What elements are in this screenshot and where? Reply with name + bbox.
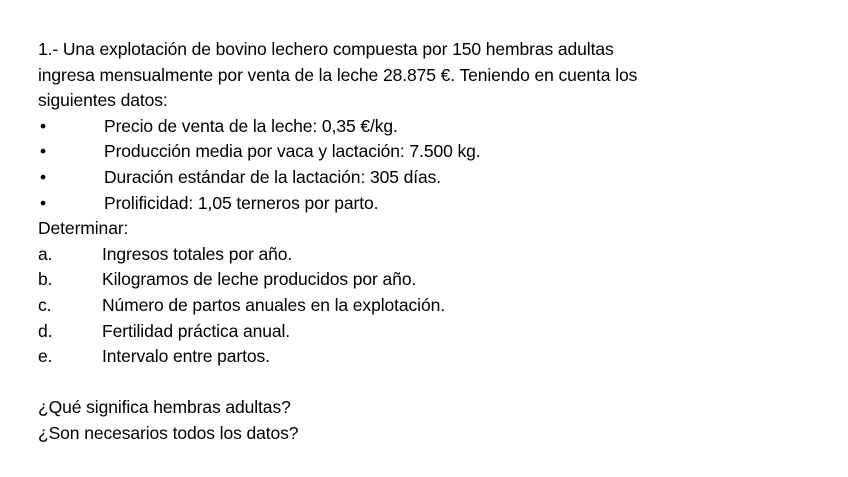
bullet-icon: • (40, 141, 47, 162)
task-item (38, 293, 818, 319)
task-item (38, 319, 818, 345)
question-1: ¿Qué significa hembras adultas? (38, 397, 291, 418)
task-letter: e. (38, 346, 53, 367)
task-item (38, 344, 818, 370)
data-item-text: Prolificidad: 1,05 terneros por parto. (104, 192, 379, 213)
task-letter: b. (38, 269, 53, 290)
task-text: Fertilidad práctica anual. (102, 320, 291, 341)
intro-line-2: ingresa mensualmente por venta de la leche 28.875 €. Teniendo en cuenta los (38, 64, 638, 85)
task-text: Ingresos totales por año. (102, 243, 293, 264)
data-item-text: Producción media por vaca y lactación: 7.500 kg. (104, 141, 481, 162)
task-text: Kilogramos de leche producidos por año. (102, 269, 417, 290)
spacer (38, 370, 818, 396)
intro-line-1: 1.- Una explotación de bovino lechero compuesta por 150 hembras adultas (38, 39, 614, 59)
task-item (38, 242, 818, 268)
task-letter: a. (38, 243, 53, 264)
data-item (38, 114, 818, 140)
data-item (38, 191, 818, 217)
data-item-text: Precio de venta de la leche: 0,35 €/kg. (104, 115, 398, 136)
task-letter: c. (38, 294, 52, 315)
data-item (38, 139, 818, 165)
determine-label: Determinar: (38, 218, 129, 239)
data-item (38, 165, 818, 191)
bullet-icon: • (40, 115, 47, 136)
task-item (38, 267, 818, 293)
question-2: ¿Son necesarios todos los datos? (38, 422, 299, 443)
data-item-text: Duración estándar de la lactación: 305 días. (104, 166, 442, 187)
bullet-icon: • (40, 166, 47, 187)
task-letter: d. (38, 320, 53, 341)
task-text: Intervalo entre partos. (102, 346, 270, 367)
intro-line-3: siguientes datos: (38, 90, 168, 111)
problem-statement (38, 37, 818, 447)
bullet-icon: • (40, 192, 47, 213)
task-text: Número de partos anuales en la explotación. (102, 294, 446, 315)
